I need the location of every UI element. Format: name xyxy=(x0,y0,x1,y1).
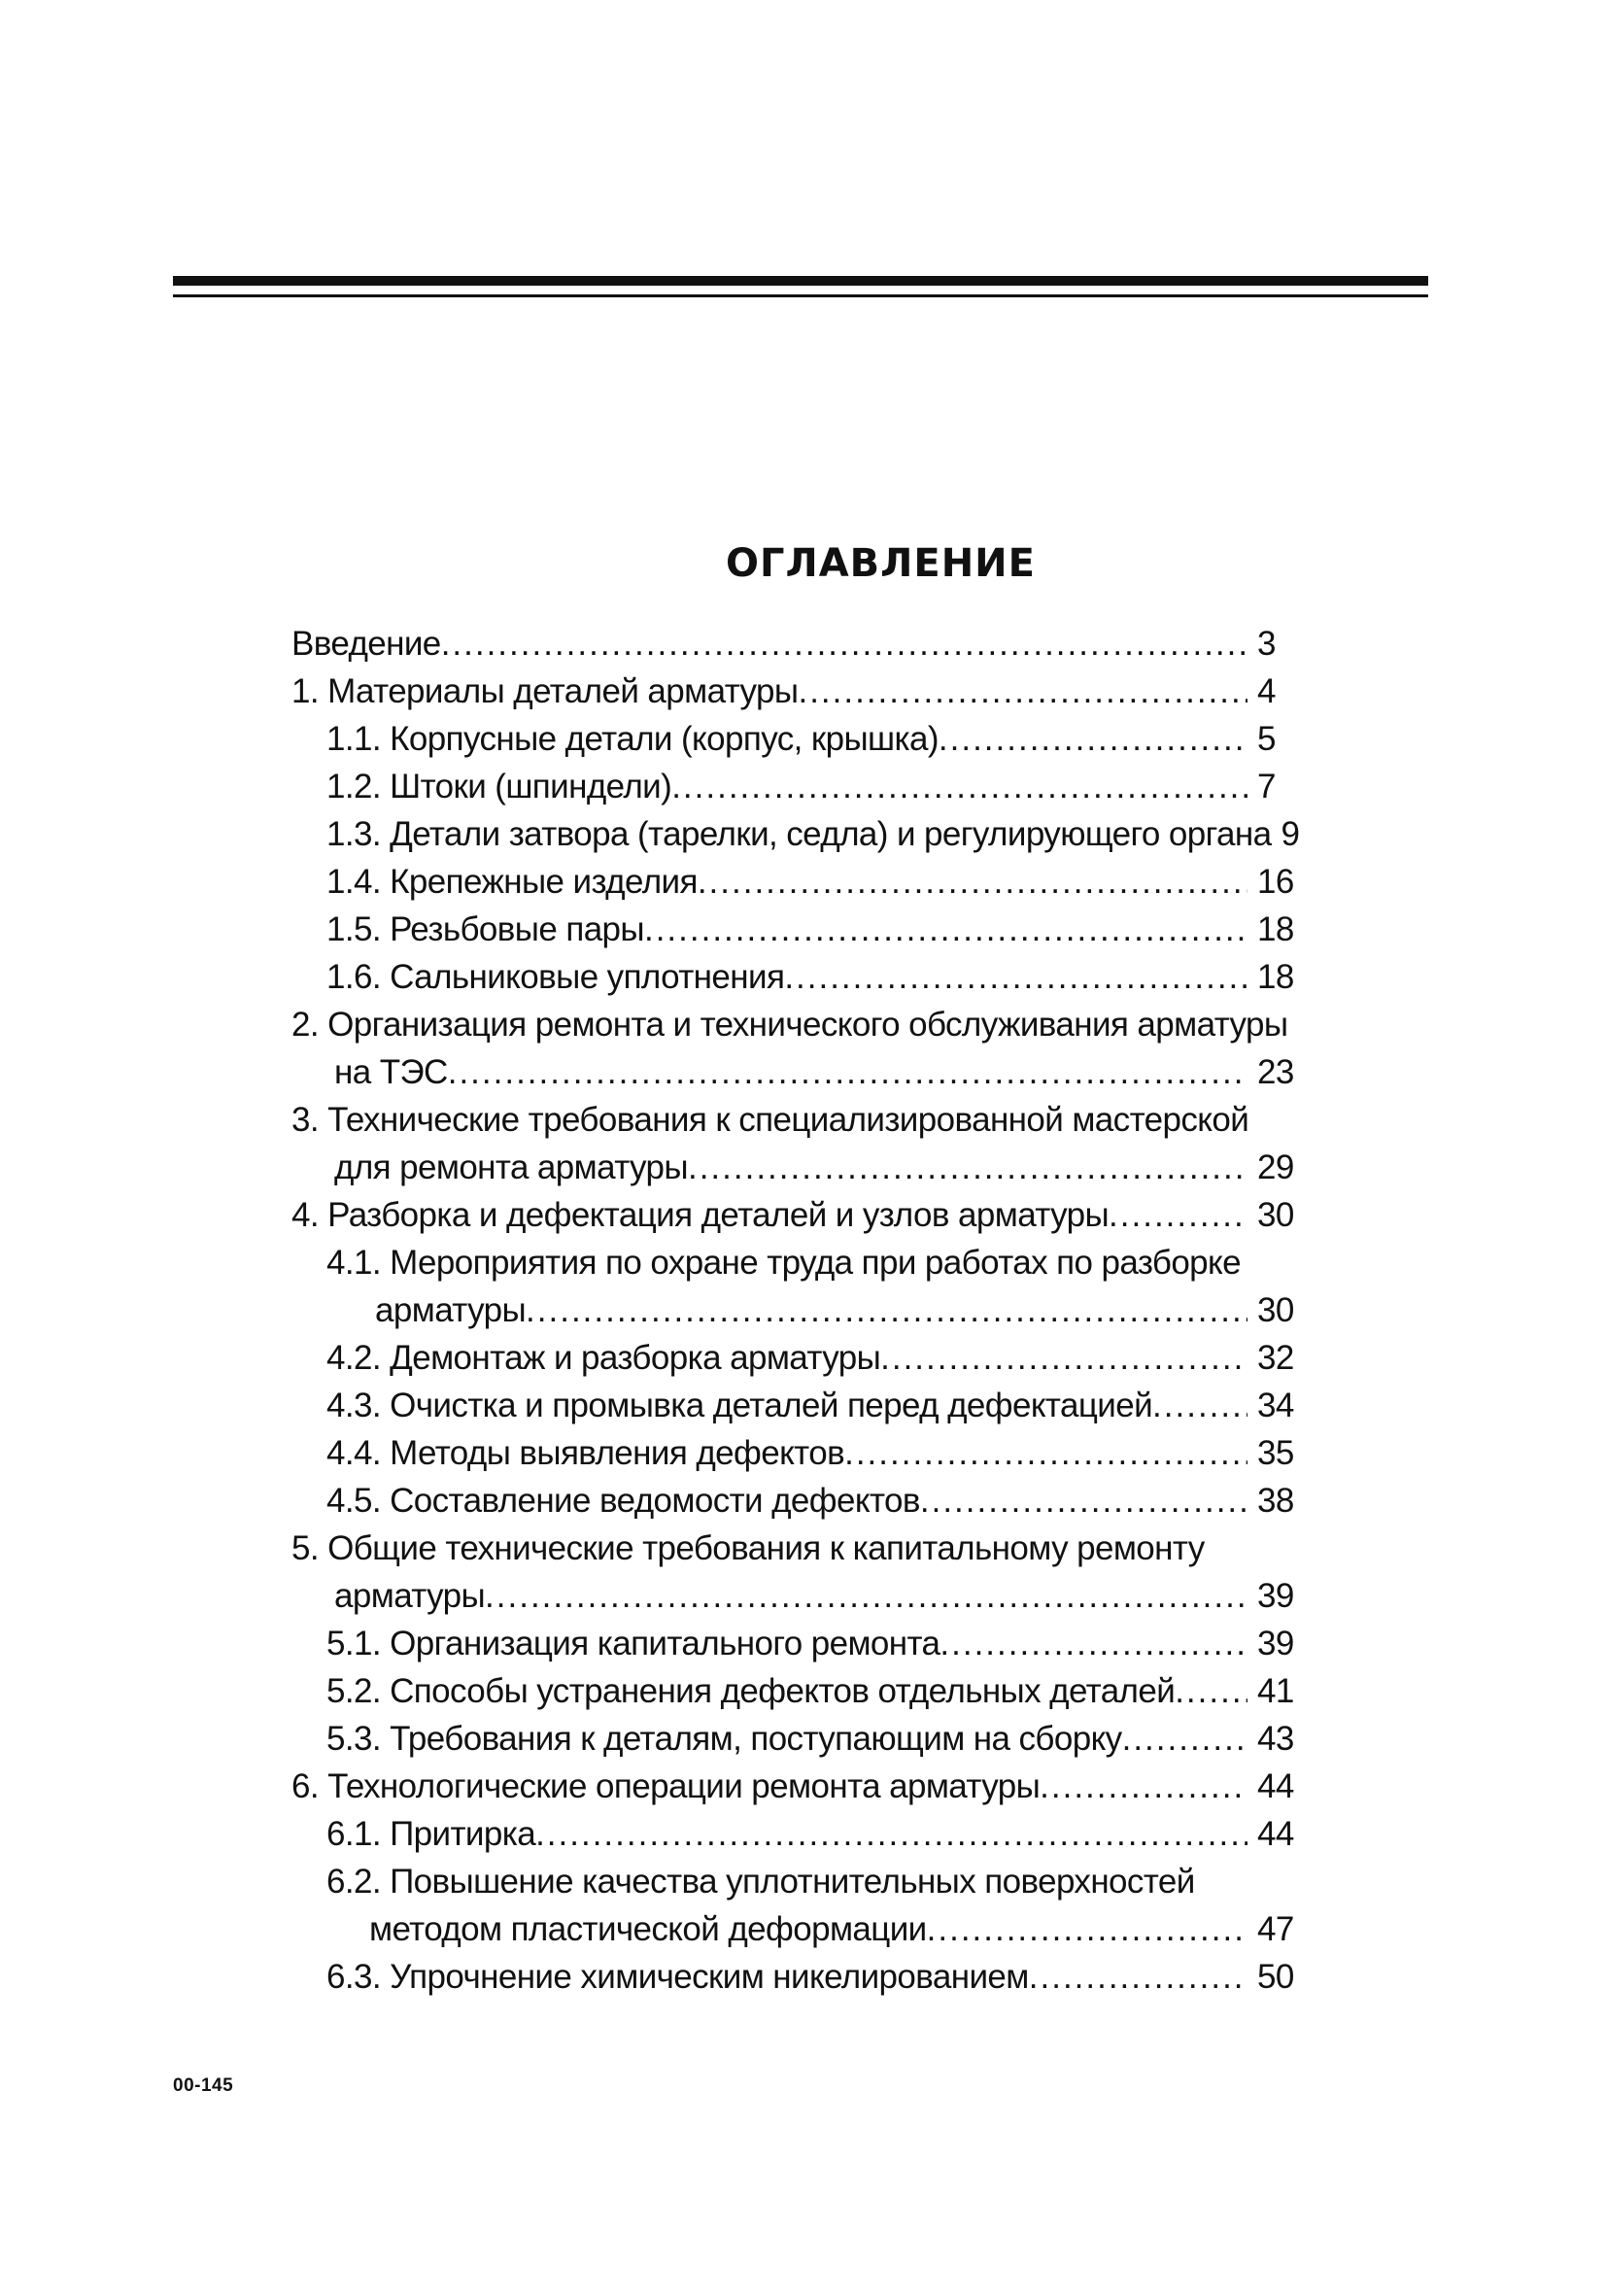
toc-entry xyxy=(291,1667,1302,1715)
toc-entry xyxy=(291,1905,1302,1953)
toc-page-number: 4 xyxy=(1257,672,1276,710)
dot-leader xyxy=(1152,1382,1247,1429)
toc-entry-text: 4.4. Методы выявления дефектов xyxy=(326,1429,844,1477)
toc-page-number: 7 xyxy=(1257,768,1276,805)
toc-page-number: 38 xyxy=(1257,1482,1294,1520)
dot-leader xyxy=(526,1286,1247,1334)
toc-entry-text: 5.3. Требования к деталям, поступающим на сборку xyxy=(326,1715,1122,1763)
toc-entry xyxy=(291,1953,1302,2001)
toc-entry xyxy=(291,1525,1302,1572)
header-rule-thin xyxy=(173,294,1428,297)
toc-entry-text: методом пластической деформации xyxy=(369,1905,927,1953)
toc-entry xyxy=(291,1096,1302,1144)
toc-entry xyxy=(291,953,1302,1001)
dot-leader xyxy=(1109,1191,1247,1239)
toc-page-number: 3 xyxy=(1257,625,1276,663)
dot-leader xyxy=(844,1429,1247,1477)
toc-entry xyxy=(291,1382,1302,1429)
dot-leader xyxy=(485,1572,1247,1620)
dot-leader xyxy=(1040,1763,1247,1810)
toc-entry xyxy=(291,715,1302,763)
toc-entry-text: 1.4. Крепежные изделия xyxy=(326,858,698,906)
toc-page-number: 23 xyxy=(1257,1053,1294,1091)
toc-page-number: 32 xyxy=(1257,1339,1294,1377)
toc-entry-text: 1.2. Штоки (шпиндели) xyxy=(326,763,671,810)
toc-entry xyxy=(291,1858,1302,1905)
dot-leader xyxy=(448,1048,1247,1096)
toc-page-number: 18 xyxy=(1257,910,1294,948)
dot-leader xyxy=(1029,1953,1247,2001)
toc-page-number: 50 xyxy=(1257,1958,1294,1996)
toc-entry-text: 1.5. Резьбовые пары xyxy=(326,906,644,953)
toc-entry xyxy=(291,763,1302,810)
dot-leader xyxy=(940,1620,1247,1667)
toc-entry-text: 5.2. Способы устранения дефектов отдельных деталей xyxy=(326,1667,1175,1715)
toc-entry-text: 2. Организация ремонта и технического обслуживания арматуры xyxy=(291,1006,1288,1044)
toc-entry xyxy=(291,1429,1302,1477)
toc-entry-text: 6.2. Повышение качества уплотнительных поверхностей xyxy=(326,1863,1195,1901)
dot-leader xyxy=(880,1334,1247,1382)
toc-entry-text: 4.3. Очистка и промывка деталей перед дефектацией xyxy=(326,1382,1152,1429)
dot-leader xyxy=(798,668,1247,715)
toc-page-number: 9 xyxy=(1281,815,1300,853)
toc-entry xyxy=(291,1191,1302,1239)
page-title: ОГЛАВЛЕНИЕ xyxy=(726,541,1036,586)
toc-page-number: 39 xyxy=(1257,1625,1294,1662)
dot-leader xyxy=(920,1477,1247,1525)
toc-entry-text: Введение xyxy=(291,620,441,668)
toc-entry xyxy=(291,810,1302,858)
toc-entry xyxy=(291,668,1302,715)
toc-entry-text: 3. Технические требования к специализированной мастерской xyxy=(291,1101,1249,1139)
toc-entry-text: 1. Материалы деталей арматуры xyxy=(291,668,798,715)
toc-entry xyxy=(291,1763,1302,1810)
dot-leader xyxy=(1175,1667,1247,1715)
dot-leader xyxy=(698,858,1247,906)
dot-leader xyxy=(644,906,1247,953)
toc-page-number: 30 xyxy=(1257,1291,1294,1329)
toc-entry xyxy=(291,1334,1302,1382)
dot-leader xyxy=(927,1905,1247,1953)
toc-entry-text: 5. Общие технические требования к капитальному ремонту xyxy=(291,1529,1205,1567)
toc-entry-text: 4.2. Демонтаж и разборка арматуры xyxy=(326,1334,880,1382)
dot-leader xyxy=(535,1810,1247,1858)
toc-entry-text: 4. Разборка и дефектация деталей и узлов арматуры xyxy=(291,1191,1109,1239)
toc-page-number: 47 xyxy=(1257,1910,1294,1948)
dot-leader xyxy=(671,763,1247,810)
toc-entry-text: 1.1. Корпусные детали (корпус, крышка) xyxy=(326,715,939,763)
toc-entry xyxy=(291,1715,1302,1763)
toc-entry xyxy=(291,1144,1302,1191)
toc-page-number: 34 xyxy=(1257,1387,1294,1424)
dot-leader xyxy=(441,620,1247,668)
toc-entry xyxy=(291,620,1302,668)
toc-entry xyxy=(291,1810,1302,1858)
dot-leader xyxy=(939,715,1247,763)
toc-entry-text: 6.3. Упрочнение химическим никелированием xyxy=(326,1953,1029,2001)
toc-entry-text: для ремонта арматуры xyxy=(334,1144,688,1191)
toc-entry-text: на ТЭС xyxy=(334,1048,448,1096)
toc-page-number: 35 xyxy=(1257,1434,1294,1472)
toc-entry xyxy=(291,906,1302,953)
toc-entry xyxy=(291,1477,1302,1525)
dot-leader xyxy=(1122,1715,1247,1763)
toc-entry xyxy=(291,1001,1302,1048)
toc-entry xyxy=(291,1620,1302,1667)
toc-entry xyxy=(291,1048,1302,1096)
toc-entry xyxy=(291,1286,1302,1334)
toc-entry-text: 5.1. Организация капитального ремонта xyxy=(326,1620,940,1667)
dot-leader xyxy=(784,953,1247,1001)
dot-leader xyxy=(688,1144,1247,1191)
toc-entry-text: арматуры xyxy=(375,1286,526,1334)
table-of-contents xyxy=(291,620,1302,2001)
toc-page-number: 44 xyxy=(1257,1815,1294,1853)
toc-page-number: 43 xyxy=(1257,1720,1294,1758)
toc-page-number: 18 xyxy=(1257,958,1294,996)
toc-entry xyxy=(291,1239,1302,1286)
toc-entry xyxy=(291,1572,1302,1620)
toc-entry-text: арматуры xyxy=(334,1572,485,1620)
toc-page-number: 16 xyxy=(1257,863,1294,901)
header-rule-thick xyxy=(173,276,1428,286)
toc-page-number: 30 xyxy=(1257,1196,1294,1234)
toc-entry-text: 1.6. Сальниковые уплотнения xyxy=(326,953,784,1001)
toc-page-number: 29 xyxy=(1257,1148,1294,1186)
toc-entry-text: 4.5. Составление ведомости дефектов xyxy=(326,1477,920,1525)
toc-entry xyxy=(291,858,1302,906)
toc-entry-text: 6. Технологические операции ремонта арматуры xyxy=(291,1763,1040,1810)
page-code: 00-145 xyxy=(173,2075,234,2096)
toc-page-number: 39 xyxy=(1257,1577,1294,1615)
toc-entry-text: 4.1. Мероприятия по охране труда при работах по разборке xyxy=(326,1244,1242,1282)
toc-page-number: 41 xyxy=(1257,1672,1294,1710)
toc-entry-text: 1.3. Детали затвора (тарелки, седла) и регулирующего органа xyxy=(326,810,1272,858)
toc-page-number: 44 xyxy=(1257,1767,1294,1805)
toc-entry-text: 6.1. Притирка xyxy=(326,1810,535,1858)
toc-page-number: 5 xyxy=(1257,720,1276,758)
